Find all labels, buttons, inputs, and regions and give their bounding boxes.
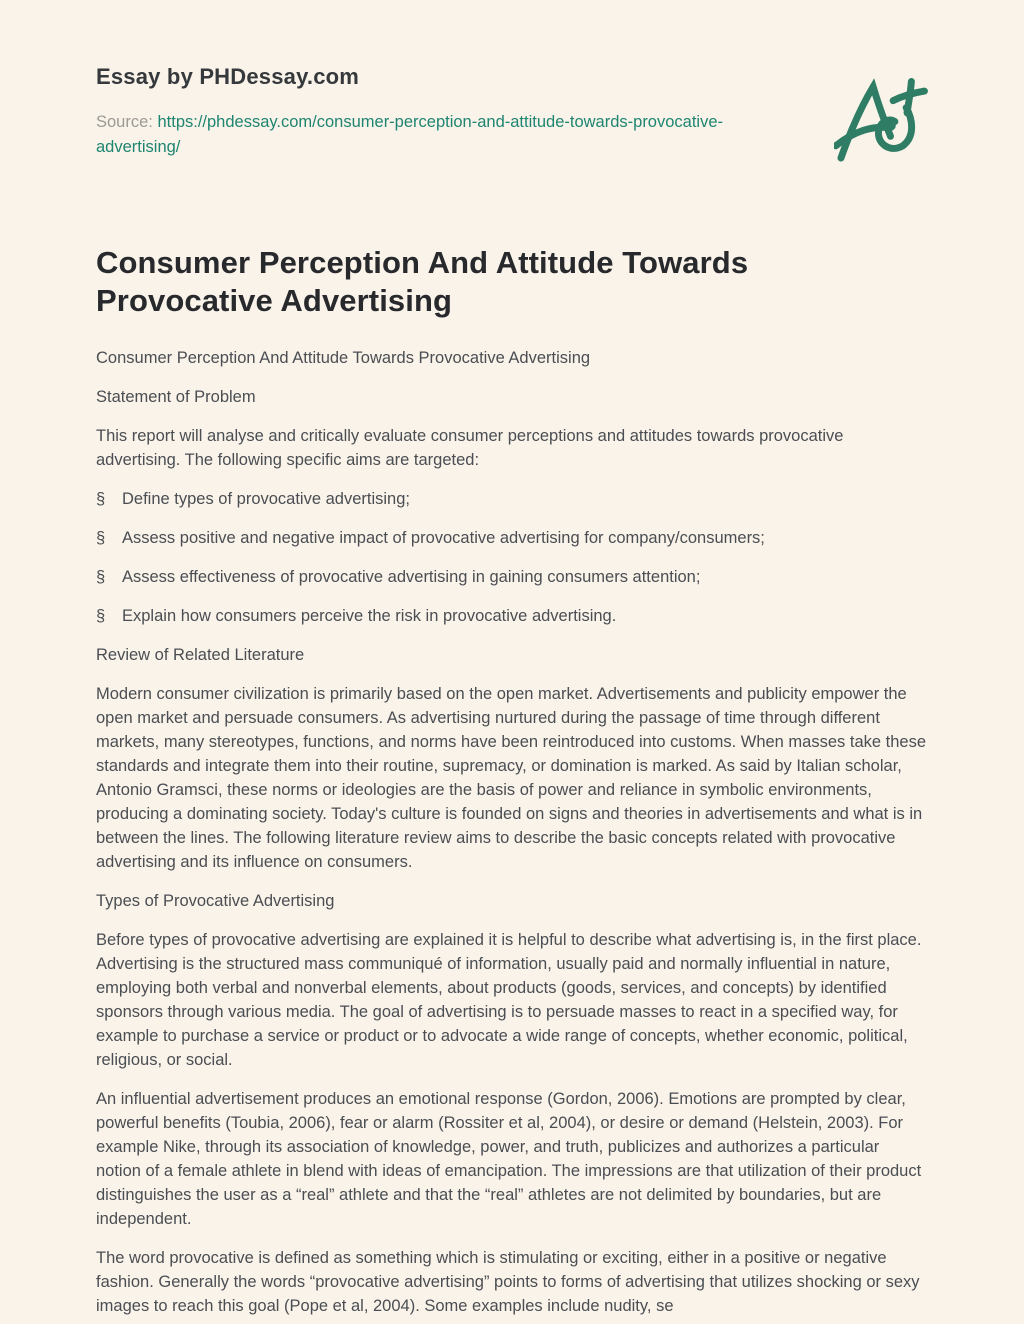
heading-types-of-provocative-advertising: Types of Provocative Advertising: [96, 892, 335, 910]
essay-title: Consumer Perception And Attitude Towards Provocative Advertising: [96, 245, 749, 318]
heading-review-of-literature: Review of Related Literature: [96, 646, 305, 664]
bullet-item-define-types: [96, 487, 928, 511]
site-title: Essay by PHDessay.com: [96, 64, 360, 89]
paragraph-modern-consumer: Modern consumer civilization is primarily based on the open market. Advertisements and publicity empower the open market and persuade consumers. As advertising nurtured during the passage of time through different markets, many stereotypes, functions, and norms have been reintroduced into customs. When masses take these standards and integrate them into their routine, supremacy, or domination is marked. As said by Italian scholar, Antonio Gramsci, these norms or ideologies are the basis of power and reliance in symbolic environments, producing a dominating society. Today's culture is founded on signs and theories in advertisements and what is in between the lines. The following literature review aims to describe the basic concepts related with provocative advertising and its influence on consumers.: [96, 685, 926, 871]
source-link[interactable]: https://phdessay.com/consumer-perception-and-attitude-towards-provocative-advertising/: [96, 113, 724, 156]
source-label: Source:: [96, 113, 153, 131]
bullet-text: Explain how consumers perceive the risk in provocative advertising.: [122, 607, 617, 625]
bullet-text: Define types of provocative advertising;: [122, 490, 410, 508]
section-marker-icon: §: [96, 490, 106, 508]
header-text-block: [96, 64, 796, 160]
a-plus-logo-icon: [834, 66, 934, 184]
heading-statement-of-problem: Statement of Problem: [96, 388, 256, 406]
section-marker-icon: §: [96, 607, 106, 625]
paragraph-word-provocative: The word provocative is defined as something which is stimulating or exciting, either in a positive or negative fashion. Generally the words “provocative advertising” points to forms of advertising that utilizes shocking or sexy images to reach this goal (Pope et al, 2004). Some examples include nudity, se: [96, 1249, 920, 1315]
paragraph-before-types: Before types of provocative advertising are explained it is helpful to describe what advertising is, in the first place. Advertising is the structured mass communiqué of information, usually paid and normally influential in nature, employing both verbal and nonverbal elements, about products (goods, services, and concepts) by identified sponsors through various media. The goal of advertising is to persuade masses to react in a specified way, for example to purchase a service or product or to advocate a wide range of concepts, whether economic, political, religious, or social.: [96, 931, 922, 1069]
paragraph-report-aims: This report will analyse and critically evaluate consumer perceptions and attitudes towards provocative advertising. The following specific aims are targeted:: [96, 427, 844, 469]
paragraph-intro: Consumer Perception And Attitude Towards Provocative Advertising: [96, 349, 591, 367]
bullet-text: Assess effectiveness of provocative advertising in gaining consumers attention;: [122, 568, 701, 586]
section-marker-icon: §: [96, 568, 106, 586]
essay-article: [96, 244, 928, 1318]
bullet-item-assess-effectiveness: [96, 565, 928, 589]
header: [96, 64, 928, 184]
paragraph-influential-advertisement: An influential advertisement produces an emotional response (Gordon, 2006). Emotions are prompted by clear, powerful benefits (Toubia, 2006), fear or alarm (Rossiter et al, 2004), or desire or demand (Helstein, 2003). For example Nike, through its association of knowledge, power, and truth, publicizes and authorizes a particular notion of a female athlete in blend with ideas of emancipation. The impressions are that utilization of their product distinguishes the user as a “real” athlete and that the “real” athletes are not delimited by boundaries, but are independent.: [96, 1090, 922, 1228]
bullet-item-explain-risk: [96, 604, 928, 628]
source-line: [96, 110, 796, 160]
bullet-item-assess-impact: [96, 526, 928, 550]
bullet-text: Assess positive and negative impact of provocative advertising for company/consumers;: [122, 529, 765, 547]
section-marker-icon: §: [96, 529, 106, 547]
